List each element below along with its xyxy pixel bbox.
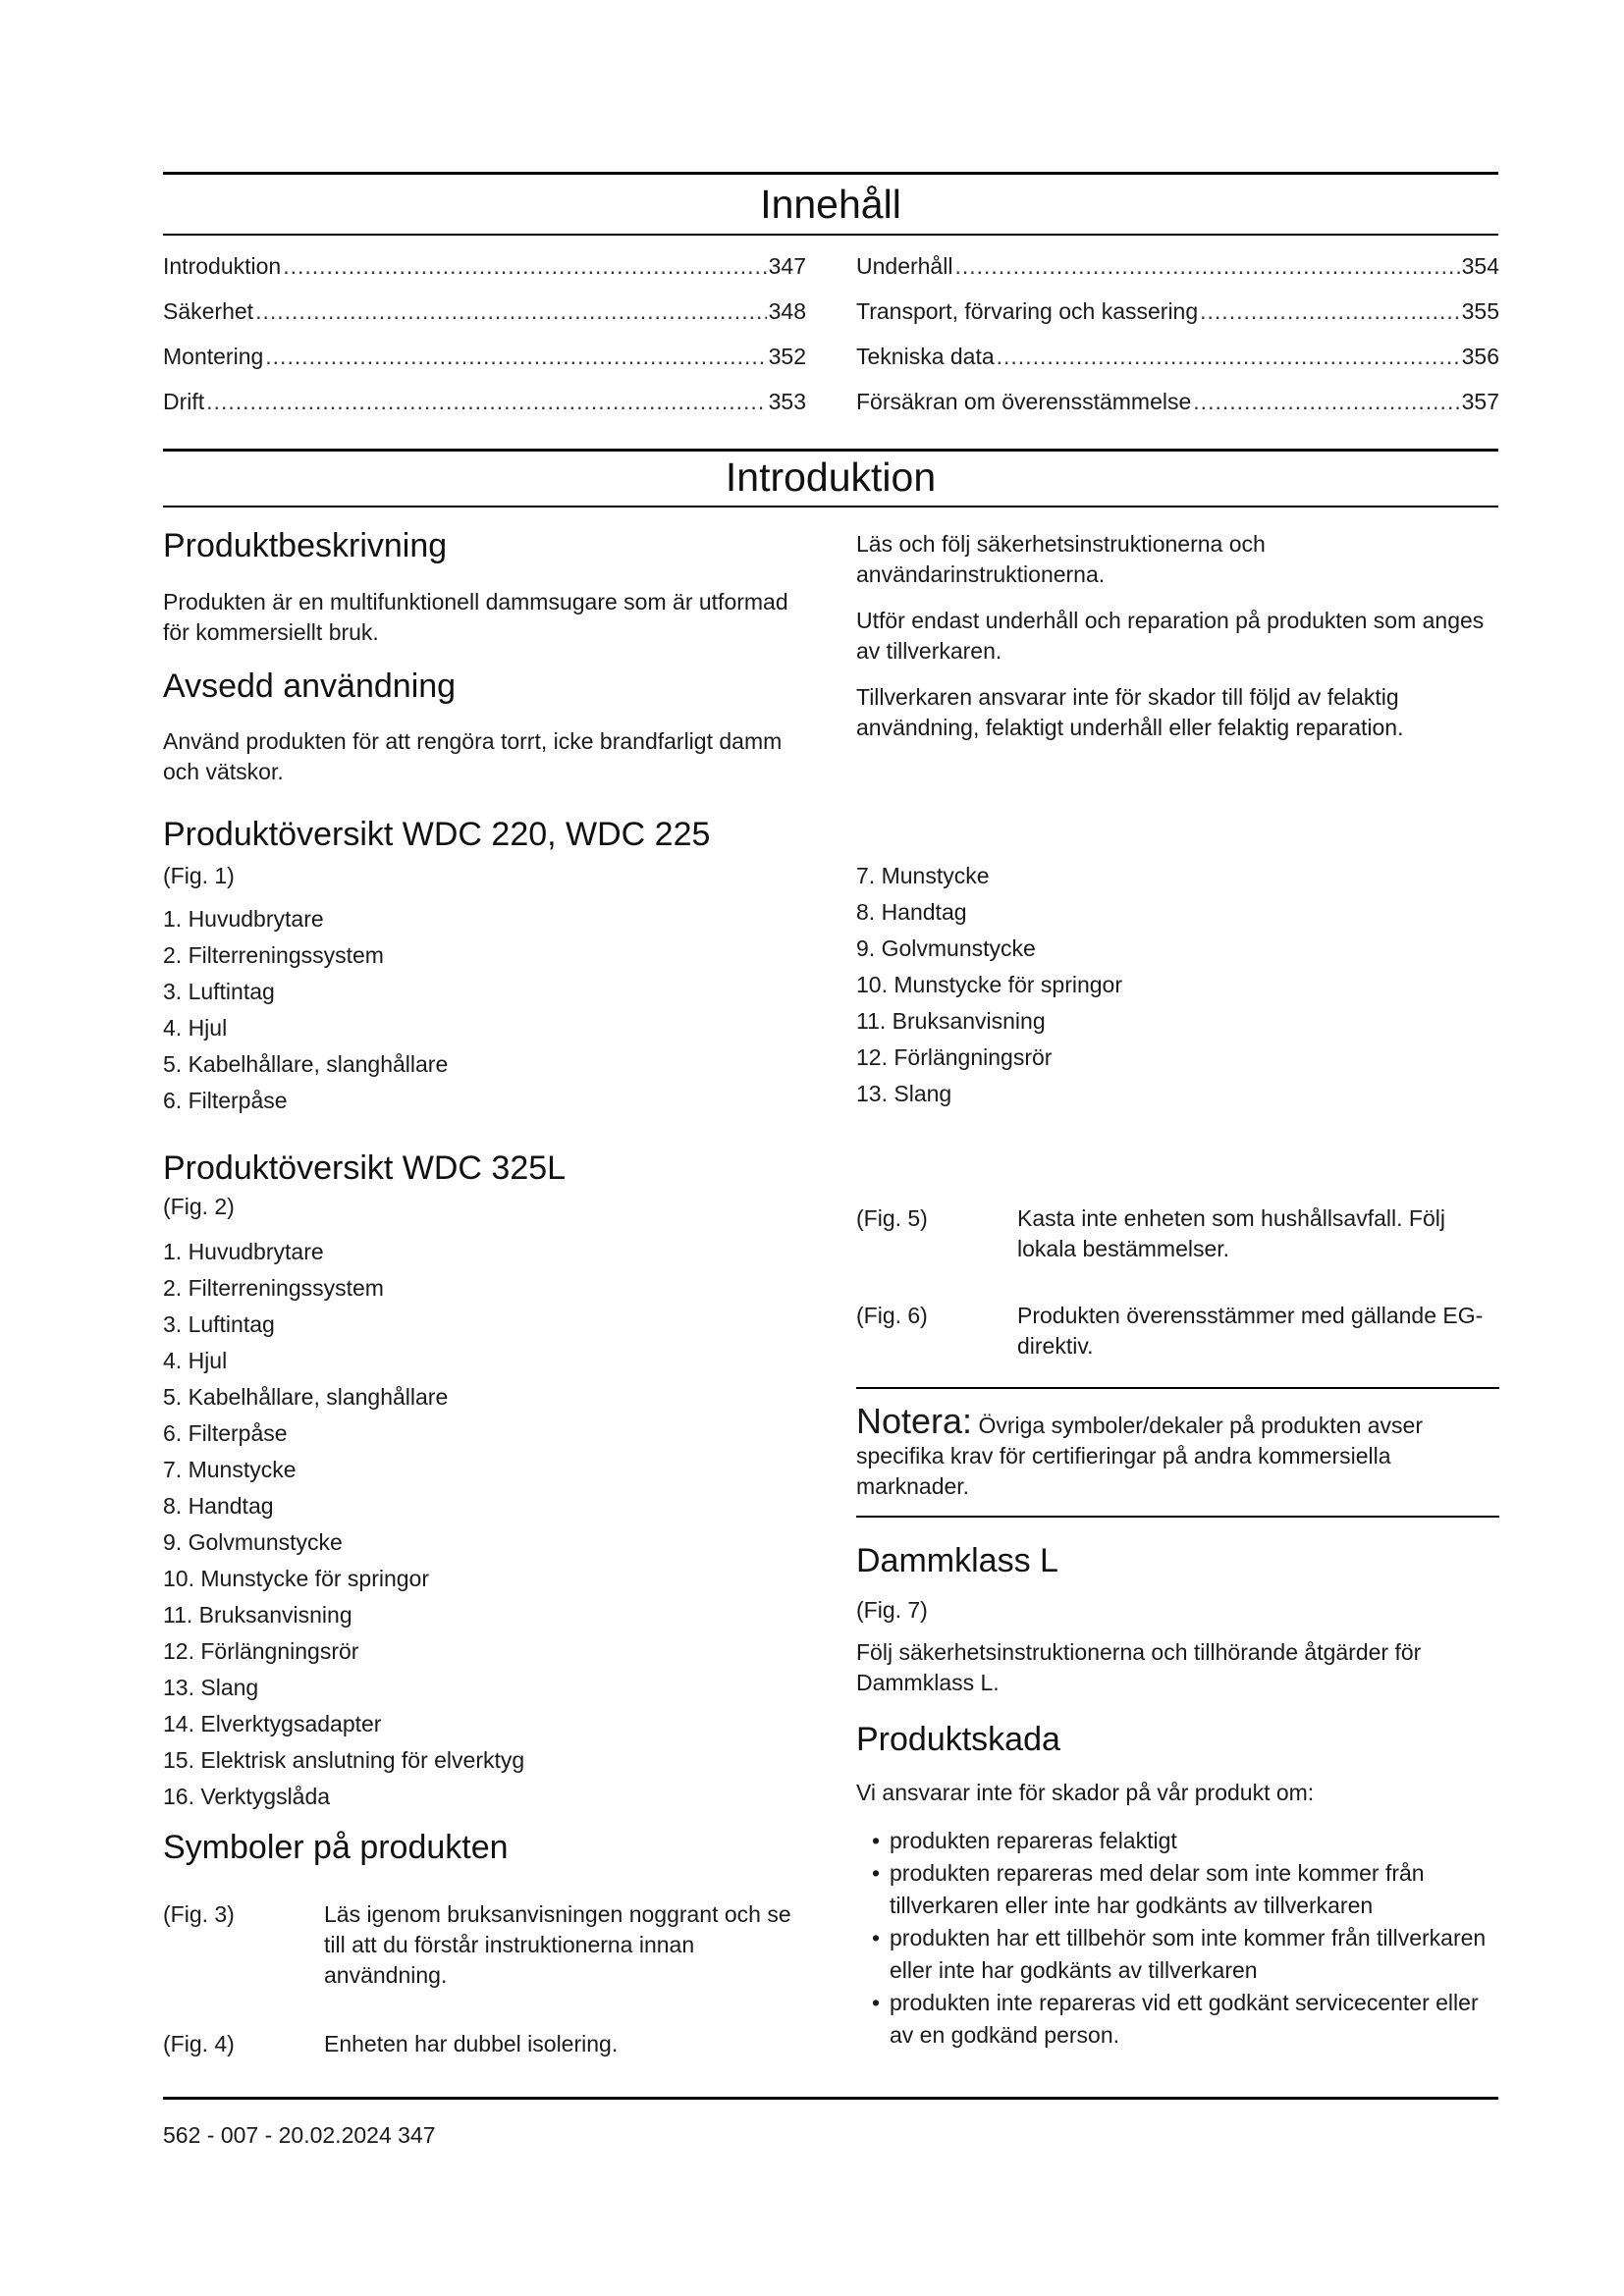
toc-entry-page: 354 xyxy=(1461,253,1499,279)
toc-entry[interactable] xyxy=(856,289,1499,334)
fig-description: Enheten har dubbel isolering. xyxy=(324,2031,619,2056)
list-item: • produkten har ett tillbehör som inte kommer från tillverkaren eller inte har godkänts av tillverkaren xyxy=(856,1922,1499,1987)
list-item: 3. Luftintag xyxy=(163,1311,275,1337)
toc-leader xyxy=(283,243,766,289)
toc-leader xyxy=(954,243,1459,289)
list-item: 9. Golvmunstycke xyxy=(163,1529,343,1555)
list-item: 11. Bruksanvisning xyxy=(163,1602,352,1628)
list-item: 16. Verktygslåda xyxy=(163,1784,331,1809)
fig-ref: (Fig. 4) xyxy=(163,2031,235,2056)
list-item: 1. Huvudbrytare xyxy=(163,906,324,932)
toc-entry-label: Drift xyxy=(163,389,205,414)
toc-title: Innehåll xyxy=(760,182,901,227)
toc-entry-page: 347 xyxy=(768,253,806,279)
produktskada-list xyxy=(856,1825,1499,2052)
list-item: 11. Bruksanvisning xyxy=(856,1008,1046,1034)
toc-entry-page: 352 xyxy=(768,344,806,369)
toc-entry-page: 348 xyxy=(768,298,806,324)
dammklass-fig-ref: (Fig. 7) xyxy=(856,1597,928,1623)
note-label: Notera: xyxy=(856,1401,973,1441)
list-item: 10. Munstycke för springor xyxy=(163,1566,430,1591)
list-item: 12. Förlängningsrör xyxy=(856,1044,1053,1070)
heading-overview-wdc220: Produktöversikt WDC 220, WDC 225 xyxy=(163,816,711,853)
toc-leader xyxy=(265,334,766,379)
heading-produktskada: Produktskada xyxy=(856,1721,1060,1758)
toc-entry-label: Underhåll xyxy=(856,253,953,279)
note-bottom-rule xyxy=(856,1516,1499,1518)
toc-entry-label: Försäkran om överensstämmelse xyxy=(856,389,1192,414)
fig-ref: (Fig. 5) xyxy=(856,1205,928,1231)
list-item: 8. Handtag xyxy=(163,1493,274,1519)
list-item: 9. Golvmunstycke xyxy=(856,935,1036,961)
page-footer: 562 - 007 - 20.02.2024 347 xyxy=(163,2122,436,2148)
intro-paragraph: Tillverkaren ansvarar inte för skador till följd av felaktig användning, felaktigt underhåll eller felaktig reparation. xyxy=(856,684,1404,740)
overview2-fig-ref: (Fig. 2) xyxy=(163,1194,235,1219)
overview1-fig-ref: (Fig. 1) xyxy=(163,863,235,888)
toc-entry-label: Montering xyxy=(163,344,264,369)
list-item: 13. Slang xyxy=(163,1675,259,1700)
toc-entry[interactable] xyxy=(163,289,806,334)
list-item: • produkten repareras felaktigt xyxy=(856,1825,1499,1857)
avsedd-anvandning-text: Använd produkten för att rengöra torrt, icke brandfarligt damm och vätskor. xyxy=(163,728,783,784)
list-item: 7. Munstycke xyxy=(163,1457,297,1482)
intro-title: Introduktion xyxy=(725,454,937,500)
fig-ref: (Fig. 6) xyxy=(856,1303,928,1328)
list-item: 5. Kabelhållare, slanghållare xyxy=(163,1384,449,1410)
toc-leader xyxy=(997,334,1460,379)
list-item: 2. Filterreningssystem xyxy=(163,1275,384,1301)
heading-avsedd-anvandning: Avsedd användning xyxy=(163,667,457,705)
toc-entry-label: Säkerhet xyxy=(163,298,254,324)
list-item: 1. Huvudbrytare xyxy=(163,1239,324,1264)
toc-entry-label: Transport, förvaring och kassering xyxy=(856,298,1199,324)
toc-entry[interactable] xyxy=(856,243,1499,289)
fig-ref: (Fig. 3) xyxy=(163,1901,235,1927)
list-item: 4. Hjul xyxy=(163,1348,228,1373)
toc-leader xyxy=(255,289,767,334)
toc-entry[interactable] xyxy=(163,243,806,289)
fig-description: Kasta inte enheten som hushållsavfall. Följ lokala bestämmelser. xyxy=(1017,1205,1445,1261)
note-text: Övriga symboler/dekaler på produkten avser specifika krav för certifieringar på andra kommersiella marknader. xyxy=(856,1413,1424,1499)
note-block xyxy=(856,1402,1499,1502)
toc-entry[interactable] xyxy=(856,379,1499,424)
list-item: • produkten inte repareras vid ett godkänt servicecenter eller av en godkänd person. xyxy=(856,1987,1499,2052)
list-item: 2. Filterreningssystem xyxy=(163,942,384,968)
intro-paragraph: Utför endast underhåll och reparation på produkten som anges av tillverkaren. xyxy=(856,608,1485,664)
toc-leader xyxy=(1200,289,1459,334)
produktskada-intro: Vi ansvarar inte för skador på vår produkt om: xyxy=(856,1780,1315,1805)
toc-leader xyxy=(206,379,766,424)
toc-top-rule xyxy=(163,172,1498,175)
toc-title-rule xyxy=(163,234,1498,236)
list-item: 5. Kabelhållare, slanghållare xyxy=(163,1051,449,1077)
heading-produktbeskrivning: Produktbeskrivning xyxy=(163,527,448,564)
symbol-fig4 xyxy=(163,2029,811,2068)
symbol-fig6 xyxy=(856,1301,1499,1369)
footer-rule xyxy=(163,2097,1498,2100)
intro-top-rule xyxy=(163,449,1498,452)
list-item: 7. Munstycke xyxy=(856,863,990,888)
list-item: 4. Hjul xyxy=(163,1015,228,1041)
heading-symboler: Symboler på produkten xyxy=(163,1829,509,1866)
intro-paragraph: Läs och följ säkerhetsinstruktionerna och användarinstruktionerna. xyxy=(856,531,1266,587)
toc-entry[interactable] xyxy=(163,334,806,379)
list-item: 3. Luftintag xyxy=(163,979,275,1004)
toc-entry-page: 353 xyxy=(768,389,806,414)
dammklass-text: Följ säkerhetsinstruktionerna och tillhörande åtgärder för Dammklass L. xyxy=(856,1639,1422,1695)
heading-dammklass: Dammklass L xyxy=(856,1542,1058,1579)
overview2-list xyxy=(163,1234,524,1815)
toc-entry-page: 355 xyxy=(1461,298,1499,324)
list-item: 15. Elektrisk anslutning för elverktyg xyxy=(163,1747,525,1773)
note-top-rule xyxy=(856,1387,1499,1389)
fig-description: Produkten överensstämmer med gällande EG-direktiv. xyxy=(1017,1303,1484,1359)
list-item: 6. Filterpåse xyxy=(163,1088,288,1113)
toc-entry-label: Tekniska data xyxy=(856,344,995,369)
list-item: 8. Handtag xyxy=(856,899,967,925)
list-item: • produkten repareras med delar som inte kommer från tillverkaren eller inte har godkänts av tillverkaren xyxy=(856,1857,1499,1922)
list-item: 6. Filterpåse xyxy=(163,1420,288,1446)
produktbeskrivning-text: Produkten är en multifunktionell dammsugare som är utformad för kommersiellt bruk. xyxy=(163,589,788,645)
toc-left-column xyxy=(163,243,806,424)
toc-entry[interactable] xyxy=(856,334,1499,379)
intro-title-rule xyxy=(163,506,1498,507)
toc-entry[interactable] xyxy=(163,379,806,424)
toc-right-column xyxy=(856,243,1499,424)
fig-description: Läs igenom bruksanvisningen noggrant och se till att du förstår instruktionerna innan användning. xyxy=(324,1901,791,1988)
list-item: 12. Förlängningsrör xyxy=(163,1638,359,1664)
overview1-list-right xyxy=(856,858,1122,1112)
heading-overview-wdc325l: Produktöversikt WDC 325L xyxy=(163,1149,567,1187)
list-item: 14. Elverktygsadapter xyxy=(163,1711,382,1736)
toc-entry-label: Introduktion xyxy=(163,253,282,279)
toc-leader xyxy=(1193,379,1459,424)
overview1-list-left xyxy=(163,901,448,1119)
list-item: 10. Munstycke för springor xyxy=(856,972,1123,997)
symbol-fig3 xyxy=(163,1899,811,1998)
list-item: 13. Slang xyxy=(856,1081,952,1106)
toc-entry-page: 357 xyxy=(1461,389,1499,414)
toc-entry-page: 356 xyxy=(1461,344,1499,369)
symbol-fig5 xyxy=(856,1203,1499,1272)
